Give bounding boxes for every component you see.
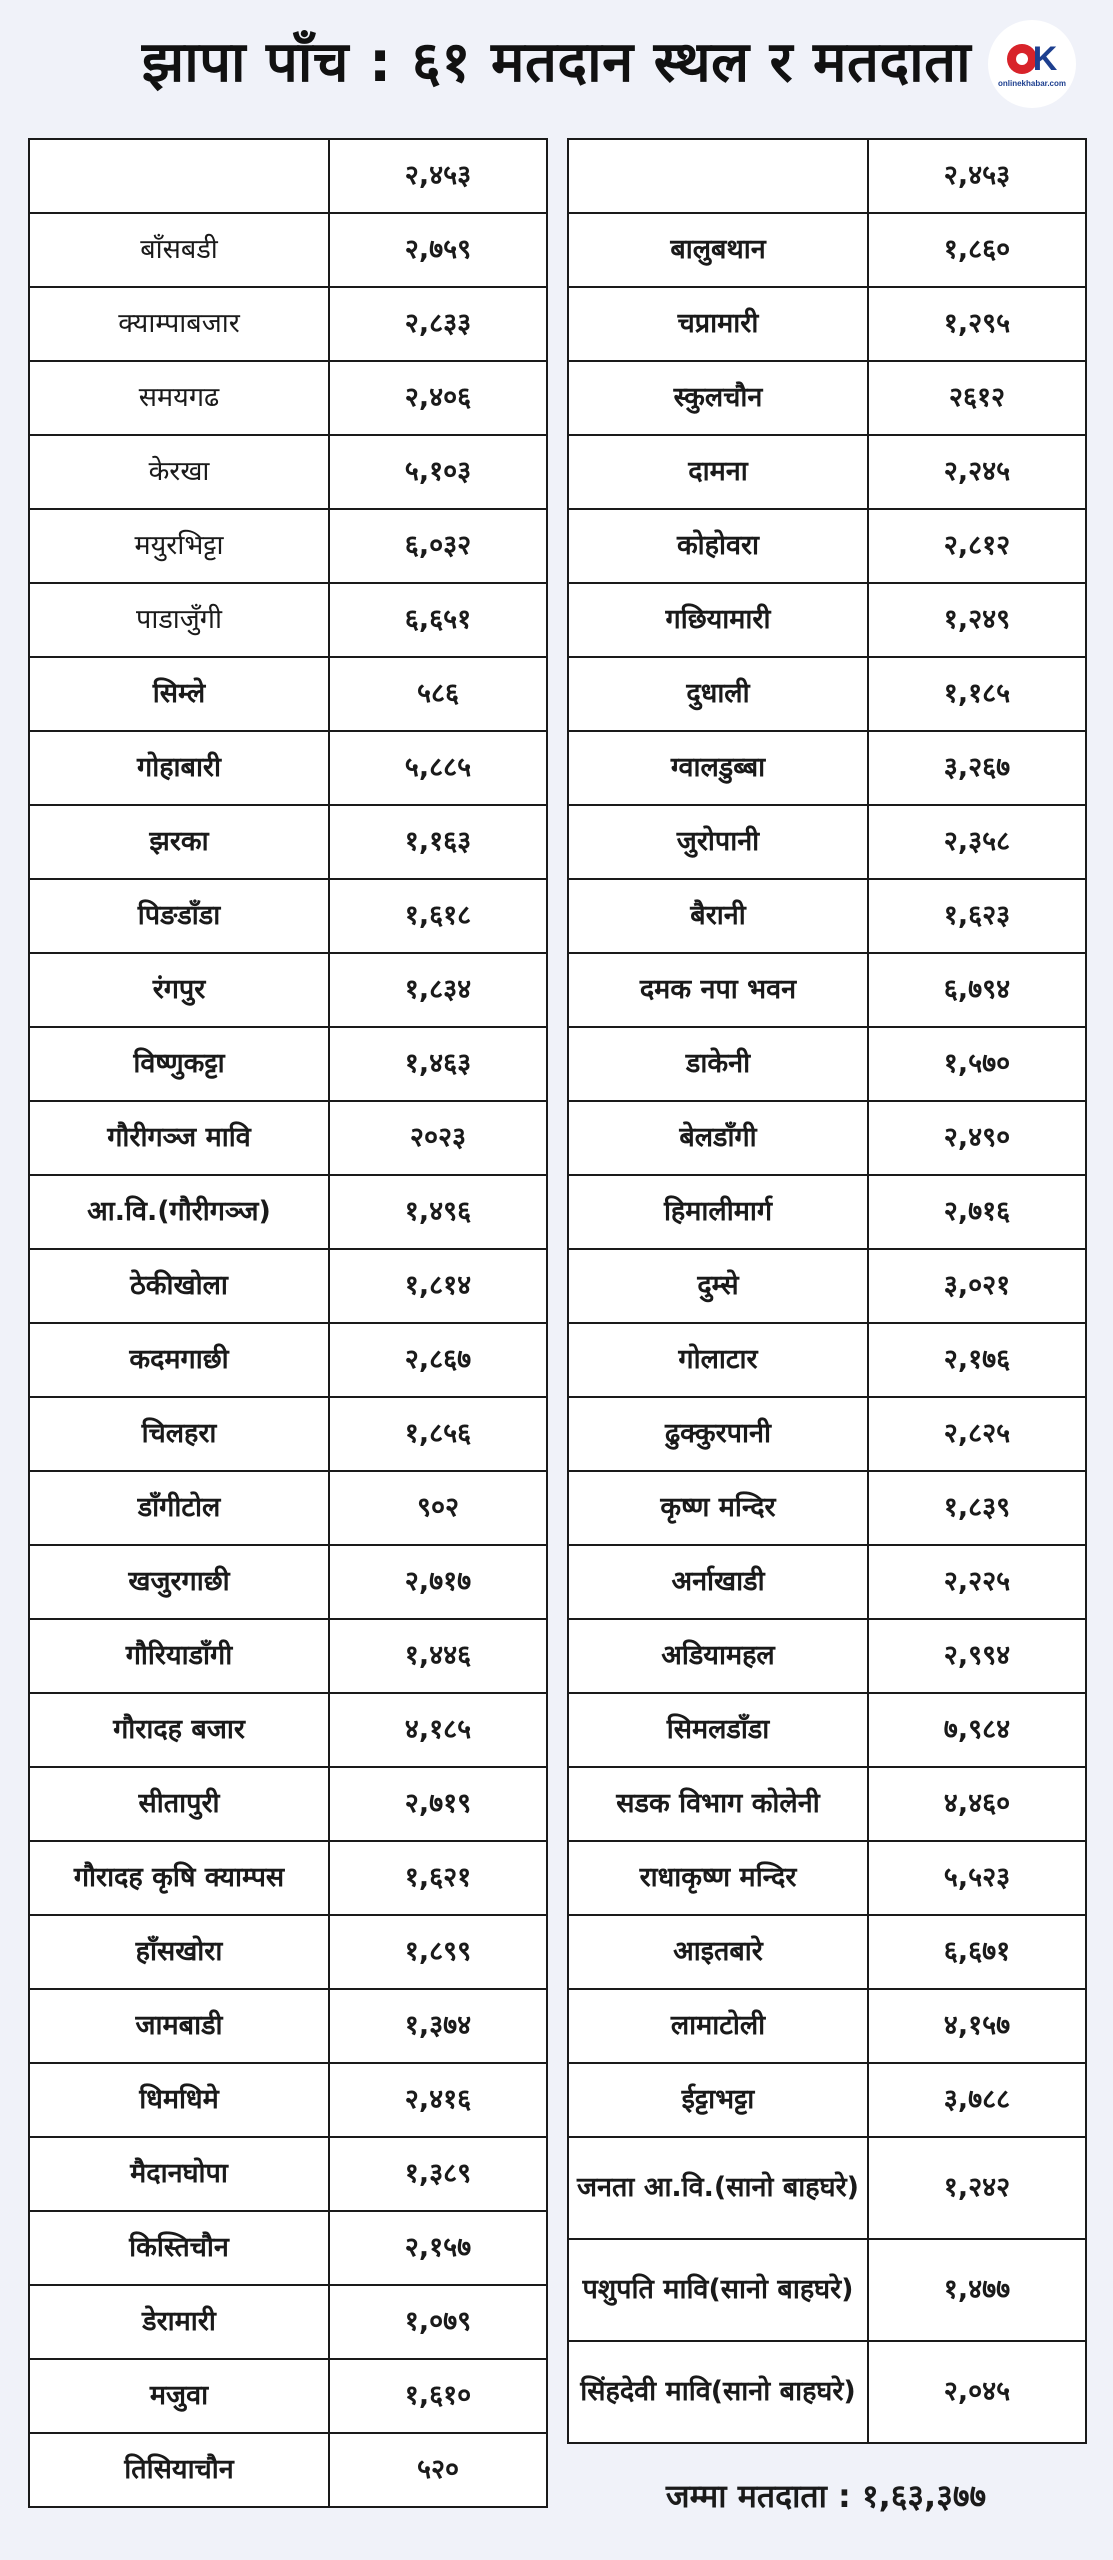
voter-count: १,८९९: [329, 1915, 547, 1989]
polling-station-name: दुम्से: [568, 1249, 868, 1323]
polling-station-name: गछियामारी: [568, 583, 868, 657]
voter-count: ४,१८५: [329, 1693, 547, 1767]
table-row: [29, 879, 547, 953]
voter-count: २,३५८: [868, 805, 1086, 879]
voter-count: ३,०२१: [868, 1249, 1086, 1323]
voter-count: १,६१०: [329, 2359, 547, 2433]
voter-count: ४,१५७: [868, 1989, 1086, 2063]
table-row: [29, 1619, 547, 1693]
table-row: [568, 953, 1086, 1027]
page-title: झापा पाँच : ६१ मतदान स्थल र मतदाता: [141, 30, 972, 95]
voter-count: १,८३४: [329, 953, 547, 1027]
polling-station-name: धिमधिमे: [29, 2063, 329, 2137]
table-header-row: [29, 139, 547, 213]
polling-station-name: गौरियाडाँगी: [29, 1619, 329, 1693]
voter-count: १,३७४: [329, 1989, 547, 2063]
voter-count: १,४७७: [868, 2239, 1086, 2341]
table-row: [29, 2433, 547, 2507]
polling-station-name: आ.वि.(गौरीगञ्ज): [29, 1175, 329, 1249]
voter-count: २,७५९: [329, 213, 547, 287]
table-row: [568, 361, 1086, 435]
table-row: [568, 287, 1086, 361]
voter-count: २,१५७: [329, 2211, 547, 2285]
voter-count: १,८५६: [329, 1397, 547, 1471]
voter-count: १,१६३: [329, 805, 547, 879]
polling-station-name: हाँसखोरा: [29, 1915, 329, 1989]
table-row: [568, 1471, 1086, 1545]
voter-count: १,८३९: [868, 1471, 1086, 1545]
table-row: [29, 435, 547, 509]
voter-count: १,२४९: [868, 583, 1086, 657]
voter-count: ६,६७१: [868, 1915, 1086, 1989]
table-row: [568, 1101, 1086, 1175]
voter-count: १,२४२: [868, 2137, 1086, 2239]
table-row: [29, 2359, 547, 2433]
polling-station-name: पिङडाँडा: [29, 879, 329, 953]
voter-count: ७,९८४: [868, 1693, 1086, 1767]
polling-station-name: विष्णुकट्टा: [29, 1027, 329, 1101]
voter-count: २,४०६: [329, 361, 547, 435]
voter-count: २,२२५: [868, 1545, 1086, 1619]
voter-count: १,६२३: [868, 879, 1086, 953]
right-polling-table: [567, 138, 1087, 2444]
header-voters-cell: २,४५३: [329, 139, 547, 213]
table-row: [568, 1841, 1086, 1915]
table-row: [29, 1101, 547, 1175]
polling-station-name: किस्तिचौन: [29, 2211, 329, 2285]
voter-count: ३,२६७: [868, 731, 1086, 805]
voter-count: ३,७८८: [868, 2063, 1086, 2137]
total-voters: जम्मा मतदाता : १,६३,३७७: [665, 2477, 987, 2515]
table-row: [568, 1989, 1086, 2063]
table-row: [568, 1175, 1086, 1249]
table-row: [29, 2137, 547, 2211]
table-row: [29, 213, 547, 287]
table-row: [568, 2341, 1086, 2443]
polling-station-name: जामबाडी: [29, 1989, 329, 2063]
table-row: [29, 2285, 547, 2359]
voter-count: २०२३: [329, 1101, 547, 1175]
voter-count: १,३८९: [329, 2137, 547, 2211]
voter-count: २६१२: [868, 361, 1086, 435]
polling-station-name: लामाटोली: [568, 1989, 868, 2063]
table-row: [29, 287, 547, 361]
table-row: [568, 657, 1086, 731]
voter-count: २,७१७: [329, 1545, 547, 1619]
header-place-cell: [29, 139, 329, 213]
table-row: [29, 583, 547, 657]
table-row: [29, 1397, 547, 1471]
table-row: [29, 731, 547, 805]
table-row: [29, 509, 547, 583]
voter-count: २,७१९: [329, 1767, 547, 1841]
voter-count: २,८३३: [329, 287, 547, 361]
voter-count: २,१७६: [868, 1323, 1086, 1397]
polling-station-name: तिसियाचौन: [29, 2433, 329, 2507]
table-row: [568, 1323, 1086, 1397]
polling-station-name: गौरादह कृषि क्याम्पस: [29, 1841, 329, 1915]
voter-count: १,५७०: [868, 1027, 1086, 1101]
logo-k-letter: K: [1032, 39, 1058, 78]
polling-station-name: अर्नाखाडी: [568, 1545, 868, 1619]
polling-station-name: बाँसबडी: [29, 213, 329, 287]
polling-station-name: दुधाली: [568, 657, 868, 731]
table-row: [568, 1915, 1086, 1989]
voter-count: ५,५२३: [868, 1841, 1086, 1915]
table-row: [568, 435, 1086, 509]
voter-count: २,८२५: [868, 1397, 1086, 1471]
voter-count: १,४९६: [329, 1175, 547, 1249]
table-row: [29, 805, 547, 879]
voter-count: २,८६७: [329, 1323, 547, 1397]
polling-station-name: पशुपति मावि(सानो बाहघरे): [568, 2239, 868, 2341]
table-row: [568, 1027, 1086, 1101]
header-voters-cell: २,४५३: [868, 139, 1086, 213]
table-row: [568, 1249, 1086, 1323]
polling-station-name: ईट्टाभट्टा: [568, 2063, 868, 2137]
table-row: [568, 2063, 1086, 2137]
voter-count: १,४६३: [329, 1027, 547, 1101]
voter-count: १,८६०: [868, 213, 1086, 287]
voter-count: ९०२: [329, 1471, 547, 1545]
polling-station-name: मैदानघोपा: [29, 2137, 329, 2211]
voter-count: ६,७९४: [868, 953, 1086, 1027]
polling-station-name: ग्वालडुब्बा: [568, 731, 868, 805]
voter-count: ५२०: [329, 2433, 547, 2507]
polling-station-name: गोहाबारी: [29, 731, 329, 805]
polling-station-name: सिंहदेवी मावि(सानो बाहघरे): [568, 2341, 868, 2443]
table-row: [568, 2239, 1086, 2341]
voter-count: २,७१६: [868, 1175, 1086, 1249]
polling-station-name: जनता आ.वि.(सानो बाहघरे): [568, 2137, 868, 2239]
header-place-cell: [568, 139, 868, 213]
table-row: [568, 1397, 1086, 1471]
table-header-row: [568, 139, 1086, 213]
polling-station-name: खजुरगाछी: [29, 1545, 329, 1619]
left-polling-table: [28, 138, 548, 2508]
polling-station-name: ढुक्कुरपानी: [568, 1397, 868, 1471]
table-row: [29, 1249, 547, 1323]
polling-station-name: बेलडाँगी: [568, 1101, 868, 1175]
polling-station-name: आइतबारे: [568, 1915, 868, 1989]
polling-station-name: गोलाटार: [568, 1323, 868, 1397]
polling-station-name: पाडाजुँगी: [29, 583, 329, 657]
polling-station-name: दामना: [568, 435, 868, 509]
table-row: [29, 1915, 547, 1989]
logo-text: onlinekhabar.com: [997, 78, 1067, 88]
table-row: [29, 361, 547, 435]
table-row: [29, 953, 547, 1027]
logo-mark: [1007, 41, 1058, 77]
table-row: [568, 2137, 1086, 2239]
voter-count: २,८१२: [868, 509, 1086, 583]
polling-station-name: स्कुलचौन: [568, 361, 868, 435]
polling-station-name: जुरोपानी: [568, 805, 868, 879]
table-row: [29, 1989, 547, 2063]
voter-count: २,०४५: [868, 2341, 1086, 2443]
voter-count: २,४९०: [868, 1101, 1086, 1175]
table-row: [568, 1693, 1086, 1767]
table-row: [568, 805, 1086, 879]
table-row: [29, 1027, 547, 1101]
polling-station-name: केरखा: [29, 435, 329, 509]
table-row: [29, 2211, 547, 2285]
voter-count: १,१८५: [868, 657, 1086, 731]
polling-station-name: सडक विभाग कोलेनी: [568, 1767, 868, 1841]
polling-station-name: बैरानी: [568, 879, 868, 953]
polling-station-name: कृष्ण मन्दिर: [568, 1471, 868, 1545]
polling-station-name: कोहोवरा: [568, 509, 868, 583]
voter-count: १,०७९: [329, 2285, 547, 2359]
polling-station-name: सिम्ले: [29, 657, 329, 731]
polling-station-name: हिमालीमार्ग: [568, 1175, 868, 1249]
polling-station-name: क्याम्पाबजार: [29, 287, 329, 361]
polling-station-name: दमक नपा भवन: [568, 953, 868, 1027]
voter-count: ५,८८५: [329, 731, 547, 805]
polling-station-name: सीतापुरी: [29, 1767, 329, 1841]
polling-station-name: मजुवा: [29, 2359, 329, 2433]
voter-count: २,२४५: [868, 435, 1086, 509]
voter-count: १,४४६: [329, 1619, 547, 1693]
voter-count: २,९९४: [868, 1619, 1086, 1693]
table-row: [29, 657, 547, 731]
table-row: [29, 2063, 547, 2137]
voter-count: १,६२१: [329, 1841, 547, 1915]
table-row: [568, 879, 1086, 953]
voter-count: ६,०३२: [329, 509, 547, 583]
polling-station-name: झरका: [29, 805, 329, 879]
polling-station-name: गौरादह बजार: [29, 1693, 329, 1767]
voter-count: २,४१६: [329, 2063, 547, 2137]
table-row: [568, 583, 1086, 657]
polling-station-name: गौरीगञ्ज मावि: [29, 1101, 329, 1175]
polling-station-name: डाँगीटोल: [29, 1471, 329, 1545]
voter-count: १,८१४: [329, 1249, 547, 1323]
polling-station-name: राधाकृष्ण मन्दिर: [568, 1841, 868, 1915]
polling-station-name: डाकेनी: [568, 1027, 868, 1101]
table-row: [29, 1323, 547, 1397]
polling-station-name: मयुरभिट्टा: [29, 509, 329, 583]
polling-station-name: चिलहरा: [29, 1397, 329, 1471]
table-row: [29, 1841, 547, 1915]
polling-station-name: बालुबथान: [568, 213, 868, 287]
table-row: [568, 509, 1086, 583]
table-row: [29, 1545, 547, 1619]
table-row: [568, 1545, 1086, 1619]
table-row: [29, 1175, 547, 1249]
table-row: [568, 1767, 1086, 1841]
voter-count: ६,६५१: [329, 583, 547, 657]
polling-station-name: अडियामहल: [568, 1619, 868, 1693]
table-row: [568, 1619, 1086, 1693]
voter-count: ५,१०३: [329, 435, 547, 509]
onlinekhabar-logo: [988, 20, 1076, 108]
voter-count: १,६१८: [329, 879, 547, 953]
polling-station-name: चप्रामारी: [568, 287, 868, 361]
polling-station-name: कदमगाछी: [29, 1323, 329, 1397]
table-row: [29, 1471, 547, 1545]
polling-station-name: ठेकीखोला: [29, 1249, 329, 1323]
polling-station-name: रंगपुर: [29, 953, 329, 1027]
voter-count: ४,४६०: [868, 1767, 1086, 1841]
table-row: [29, 1767, 547, 1841]
voter-count: ५८६: [329, 657, 547, 731]
polling-station-name: डेरामारी: [29, 2285, 329, 2359]
table-row: [568, 213, 1086, 287]
polling-station-name: सिमलडाँडा: [568, 1693, 868, 1767]
voter-count: १,२९५: [868, 287, 1086, 361]
polling-station-name: समयगढ: [29, 361, 329, 435]
table-row: [29, 1693, 547, 1767]
table-row: [568, 731, 1086, 805]
